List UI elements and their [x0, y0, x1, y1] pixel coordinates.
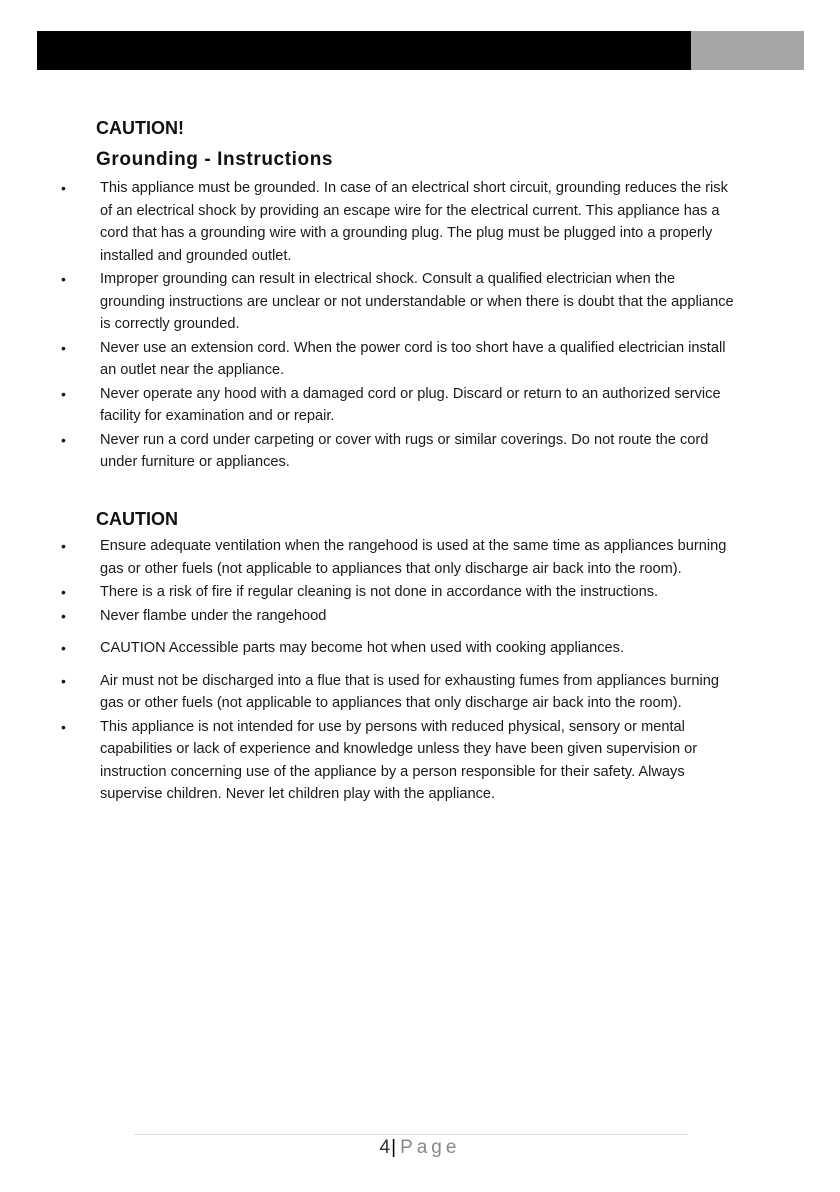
list-item-text: Air must not be discharged into a flue that is used for exhausting fumes from appliances burning gas or other fuels (not applicable to appliances that only discharge air back into the room). — [100, 672, 719, 711]
list-item — [0, 716, 840, 806]
list-item-text: Never flambe under the rangehood — [100, 607, 327, 624]
list-item — [0, 383, 840, 428]
list-item — [0, 268, 840, 336]
page-footer — [0, 1137, 840, 1159]
list-item-text: Improper grounding can result in electrical shock. Consult a qualified electrician when the grounding instructions are unclear or not understandable or when there is doubt that the appliance is correctly grounded. — [100, 271, 734, 332]
list-item — [0, 581, 840, 604]
footer-divider — [134, 1134, 688, 1135]
list-item — [0, 337, 840, 382]
bullet-icon: • — [61, 607, 66, 624]
grounding-instructions-list — [0, 177, 840, 475]
bullet-icon: • — [61, 180, 66, 196]
caution-list — [0, 535, 840, 807]
header-tab — [691, 31, 804, 70]
bullet-icon: • — [61, 339, 66, 356]
bullet-icon: • — [61, 718, 66, 735]
list-item — [0, 605, 840, 628]
bullet-icon: • — [61, 672, 66, 689]
bullet-icon: • — [61, 385, 66, 402]
grounding-instructions-title: Grounding - Instructions — [96, 149, 334, 170]
list-item-text: Never run a cord under carpeting or cover with rugs or similar coverings. Do not route the cord under furniture or appliances. — [100, 431, 709, 470]
bullet-icon: • — [61, 640, 66, 656]
bullet-icon: • — [61, 538, 66, 554]
list-item — [0, 670, 840, 715]
bullet-icon: • — [61, 271, 66, 287]
bullet-icon: • — [61, 584, 66, 600]
page-separator: | — [391, 1137, 397, 1158]
caution-heading-2: CAUTION — [96, 509, 178, 529]
list-item-text: CAUTION Accessible parts may become hot when used with cooking appliances. — [100, 640, 625, 656]
page-number: 4 — [379, 1137, 391, 1158]
page-label: Page — [400, 1137, 461, 1158]
list-item-text: Never use an extension cord. When the power cord is too short have a qualified electrician install an outlet near the appliance. — [100, 339, 726, 378]
list-item — [0, 429, 840, 474]
list-item-text: Ensure adequate ventilation when the rangehood is used at the same time as appliances burning gas or other fuels (not applicable to appliances that only discharge air back into the room). — [100, 538, 727, 577]
list-item-text: This appliance is not intended for use by persons with reduced physical, sensory or mental capabilities or lack of experience and knowledge unless they have been given supervision or instruction concerning use of the appliance by a person responsible for their safety. Always supervise children. Never let children play with the appliance. — [100, 718, 698, 802]
list-item — [0, 177, 840, 267]
bullet-icon: • — [61, 431, 66, 448]
header-bar — [37, 31, 691, 70]
list-item-text: This appliance must be grounded. In case of an electrical short circuit, grounding reduces the risk of an electrical shock by providing an escape wire for the electrical current. This appliance has a cord that has a grounding wire with a grounding plug. The plug must be plugged into a properly installed and grounded outlet. — [100, 180, 728, 264]
list-item — [0, 637, 840, 660]
list-item-text: There is a risk of fire if regular cleaning is not done in accordance with the instructions. — [100, 584, 659, 600]
caution-heading: CAUTION! — [96, 118, 184, 138]
list-item — [0, 535, 840, 580]
list-item-text: Never operate any hood with a damaged cord or plug. Discard or return to an authorized service facility for examination and or repair. — [100, 385, 721, 424]
